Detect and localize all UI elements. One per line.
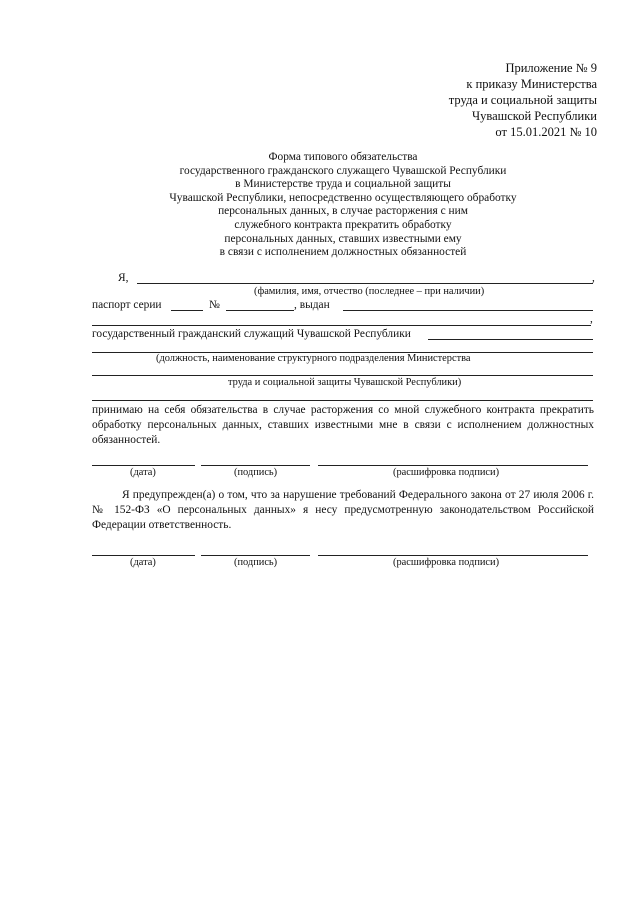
- date-caption-2: (дата): [130, 557, 156, 568]
- issued-comma: ,: [590, 313, 593, 325]
- civil-servant-label: государственный гражданский служащий Чувашской Республики: [92, 328, 411, 340]
- annex-date: от 15.01.2021 № 10: [495, 125, 597, 139]
- signature-caption-2: (подпись): [234, 557, 278, 568]
- form-title-line: Чувашской Республики, непосредственно осуществляющего обработку: [169, 191, 517, 204]
- form-title: [92, 151, 594, 260]
- form-title-line: в связи с исполнением должностных обязанностей: [219, 246, 467, 259]
- date-line-2: [92, 555, 195, 556]
- issued-label: , выдан: [294, 299, 330, 311]
- transcript-caption-2: (расшифровка подписи): [393, 557, 500, 568]
- signature-line-1: [201, 465, 310, 466]
- warning-paragraph: Я предупрежден(а) о том, что за нарушение требований Федерального закона от 27 июля 2006 г. № 152-ФЗ «О персональных данных» я несу предусмотренную законодательством Российской Федерации ответственность.: [92, 489, 594, 531]
- position-caption-1: (должность, наименование структурного подразделения Министерства: [156, 353, 471, 364]
- issued-continuation-line: [92, 325, 591, 326]
- issued-line: [343, 310, 593, 311]
- form-title-line: государственного гражданского служащего Чувашской Республики: [179, 164, 507, 177]
- position-caption-2: труда и социальной защиты Чувашской Республики): [228, 377, 462, 388]
- form-title-line: в Министерстве труда и социальной защиты: [235, 178, 451, 191]
- date-line-1: [92, 465, 195, 466]
- signature-line-2: [201, 555, 310, 556]
- annex-ministry: труда и социальной защиты: [448, 93, 597, 107]
- annex-order-ref: к приказу Министерства: [466, 77, 597, 91]
- form-title-line: персональных данных, в случае расторжения с ним: [218, 205, 468, 218]
- transcript-line-2: [318, 555, 588, 556]
- position-line-4: [92, 400, 593, 401]
- fio-line: [137, 283, 593, 284]
- fio-comma: ,: [592, 272, 595, 284]
- date-caption-1: (дата): [130, 467, 156, 478]
- form-title-line: Форма типового обязательства: [268, 151, 418, 163]
- position-line-3: [92, 375, 593, 376]
- fio-caption: (фамилия, имя, отчество (последнее – при наличии): [254, 286, 485, 297]
- passport-number-line: [226, 310, 294, 311]
- annex-republic: Чувашской Республики: [471, 109, 597, 123]
- passport-series-label: паспорт серии: [92, 299, 162, 311]
- transcript-caption-1: (расшифровка подписи): [393, 467, 500, 478]
- transcript-line-1: [318, 465, 588, 466]
- annex-header: [337, 60, 597, 140]
- form-title-line: служебного контракта прекратить обработку: [234, 218, 452, 231]
- form-title-line: персональных данных, ставших известными ему: [224, 232, 462, 245]
- passport-number-label: №: [209, 299, 220, 311]
- ya-label: Я,: [118, 272, 129, 284]
- passport-series-line: [171, 310, 203, 311]
- position-line-1: [428, 339, 593, 340]
- annex-number: Приложение № 9: [505, 61, 597, 75]
- signature-caption-1: (подпись): [234, 467, 278, 478]
- obligation-paragraph: принимаю на себя обязательства в случае расторжения со мной служебного контракта прекратить обработку персональных данных, ставших известными мне в связи с исполнением должностных обязанностей.: [92, 404, 594, 446]
